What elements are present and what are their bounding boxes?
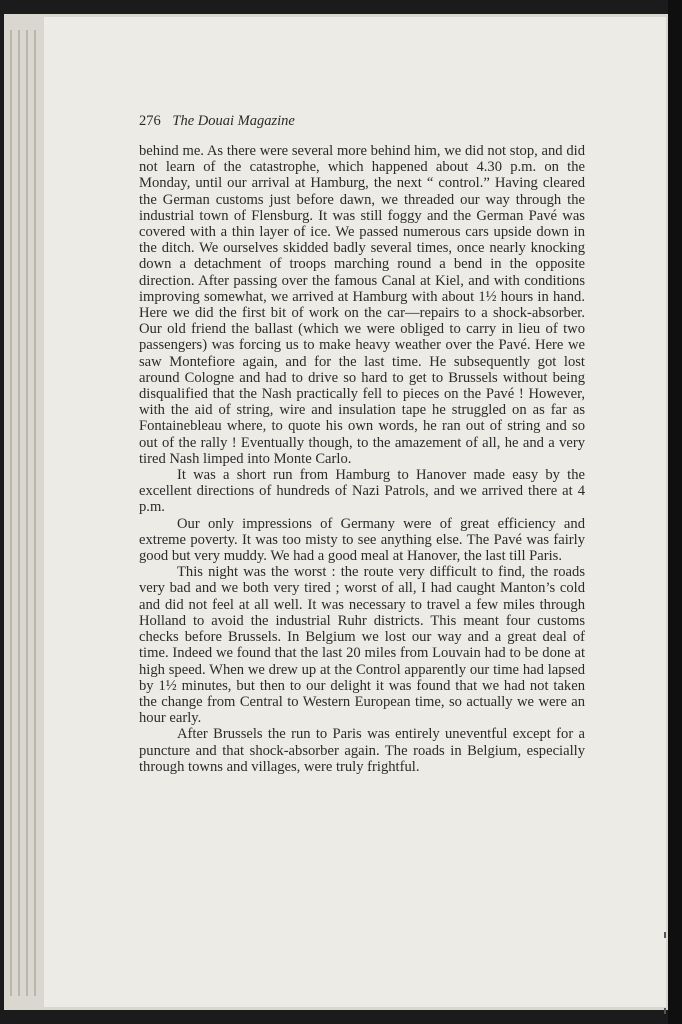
paragraph: Our only impressions of Germany were of great efficiency and extreme poverty. It was too misty to see anything else. The Pavé was fairly good but very muddy. We had a good meal at Hanover, the last till Paris. [139, 515, 585, 565]
page-edge-line [34, 30, 36, 996]
paragraph: behind me. As there were several more behind him, we did not stop, and did not learn of the catastrophe, which happened about 4.30 p.m. on the Monday, until our arrival at Hamburg, the next “ control.” Having cleared the German customs just before dawn, we threaded our way through the industrial town of Flensburg. It was still foggy and the German Pavé was covered with a thin layer of ice. We passed numerous cars upside down in the ditch. We ourselves skidded badly several times, once nearly knocking down a detachment of troops marching round a bend in the opposite direction. After passing over the famous Canal at Kiel, and with conditions improving somewhat, we arrived at Hamburg with about 1½ hours in hand. Here we did the first bit of work on the car—repairs to a shock-absorber. Our old friend the ballast (which we were obliged to carry in lieu of two passengers) was forcing us to make heavy weather over the Pavé. Here we saw Montefiore again, and for the last time. He subsequently got lost around Cologne and had to drive so hard to get to Brussels without being disqualified that the Nash practically fell to pieces on the Pavé ! However, with the aid of string, wire and insulation tape he struggled on as far as Fontainebleau where, to quote his own words, he ran out of string and so out of the rally ! Eventually though, to the amazement of all, he and a very tired Nash limped into Monte Carlo. [139, 143, 585, 467]
paragraph: It was a short run from Hamburg to Hanover made easy by the excellent directions of hundreds of Nazi Patrols, and we arrived there at 4 p.m. [139, 467, 585, 516]
body-text [139, 143, 585, 775]
page-number: 276 [139, 113, 161, 129]
running-title: The Douai Magazine [172, 113, 295, 129]
paragraph: After Brussels the run to Paris was entirely uneventful except for a puncture and that shock-absorber again. The roads in Belgium, especially through towns and villages, were truly frightful. [139, 726, 585, 775]
page-edge-line [18, 30, 20, 996]
running-header [139, 113, 295, 130]
scan-speck [664, 932, 666, 938]
page-edge-line [26, 30, 28, 996]
scan-speck [664, 1008, 666, 1014]
page-edge-line [10, 30, 12, 996]
scanner-background [668, 0, 682, 1024]
paragraph: This night was the worst : the route very difficult to find, the roads very bad and we both very tired ; worst of all, I had caught Manton’s cold and did not feel at all well. It was necessary to travel a few miles through Holland to avoid the industrial Ruhr districts. This meant four customs checks before Brussels. In Belgium we lost our way and a great deal of time. Indeed we found that the last 20 miles from Louvain had to be done at high speed. When we drew up at the Control apparently our time had lapsed by 1½ minutes, but then to our delight it was found that we had not taken the change from Central to Western European time, so actually we were an hour early. [139, 564, 585, 727]
